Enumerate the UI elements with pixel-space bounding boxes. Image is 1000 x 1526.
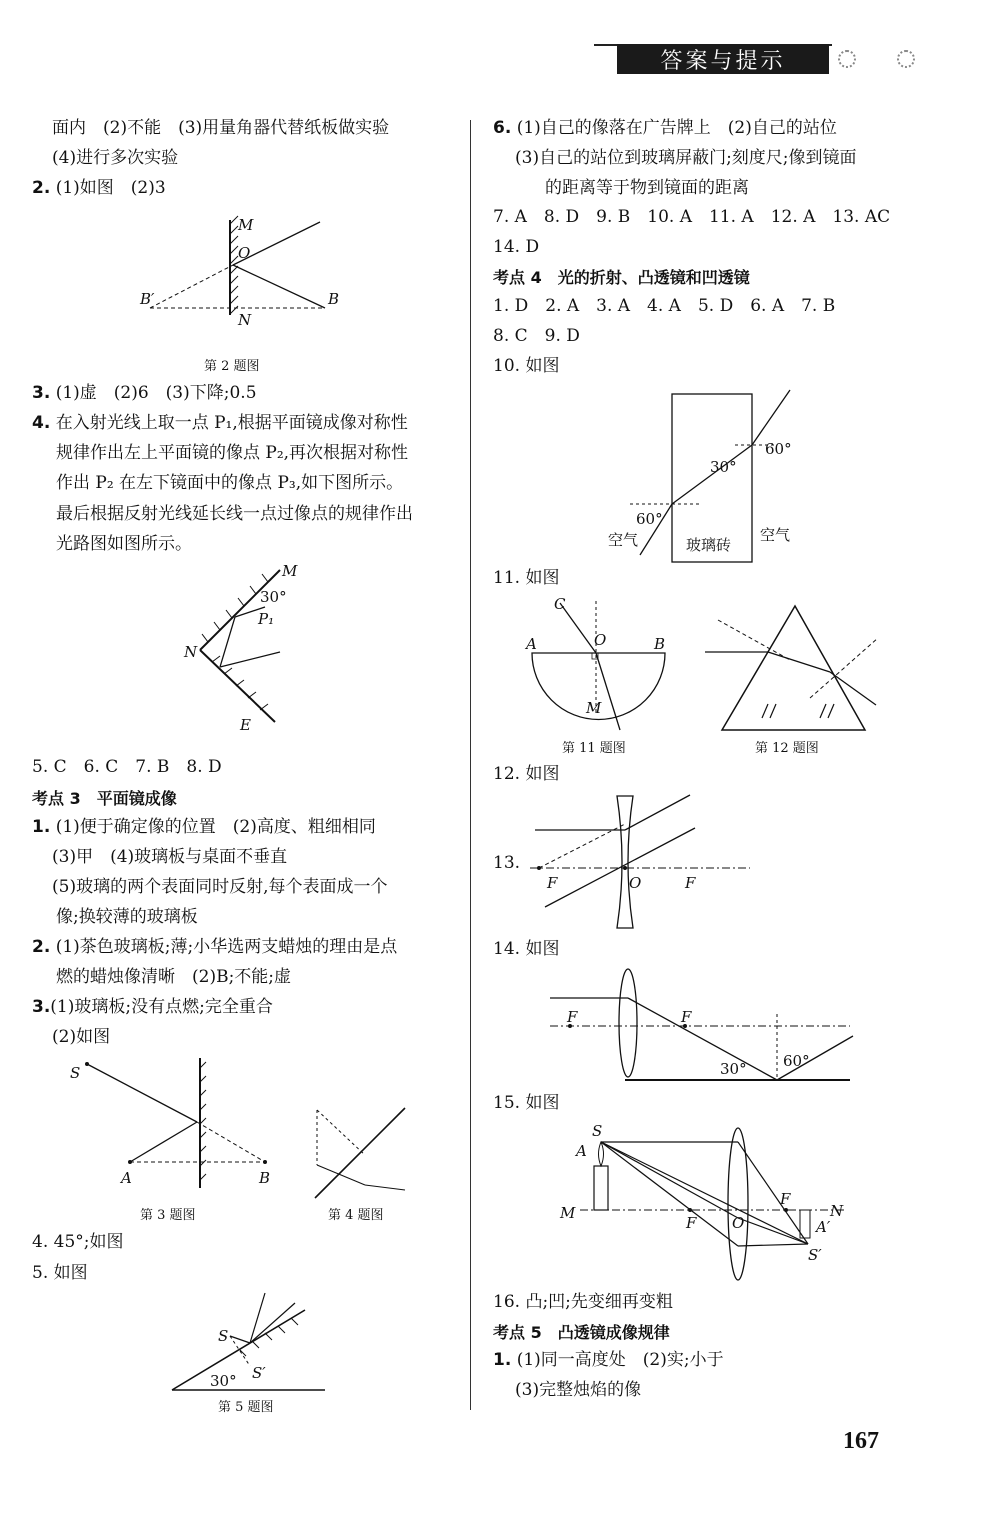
svg-text:E: E xyxy=(240,716,251,734)
figure-5-diagram xyxy=(170,1288,330,1393)
question-number: 3. xyxy=(32,383,51,403)
decorative-dot-icon xyxy=(897,50,915,68)
answer-line: 面内 (2)不能 (3)用量角器代替纸板做实验 xyxy=(52,118,390,138)
svg-text:S′: S′ xyxy=(252,1364,266,1382)
answer-line: 10. 如图 xyxy=(493,356,560,376)
answer-q6 xyxy=(493,116,837,140)
answer-line: 作出 P₂ 在左下镜面中的像点 P₃,如下图所示。 xyxy=(56,473,404,493)
answer-line: 8. C 9. D xyxy=(493,326,580,346)
figure-2-diagram xyxy=(130,210,360,330)
svg-text:S′: S′ xyxy=(808,1246,822,1264)
angle-label: 30° xyxy=(710,458,737,476)
question-number: 1. xyxy=(493,1350,512,1370)
question-number: 3. xyxy=(32,997,51,1017)
answer-line: 12. 如图 xyxy=(493,764,560,784)
answer-line: (3)甲 (4)玻璃板与桌面不垂直 xyxy=(52,847,288,867)
answer-text: (1)虚 (2)6 (3)下降;0.5 xyxy=(55,383,257,403)
svg-text:O: O xyxy=(732,1214,745,1232)
answer-line: (4)进行多次实验 xyxy=(52,148,179,168)
angle-label: 30° xyxy=(720,1060,747,1078)
answer-line: 14. 如图 xyxy=(493,939,560,959)
svg-text:N: N xyxy=(184,643,198,661)
answer-text: (1)如图 (2)3 xyxy=(55,178,166,198)
answer-line: (2)如图 xyxy=(52,1027,111,1047)
answer-line: 光路图如图所示。 xyxy=(56,534,192,554)
svg-text:30°: 30° xyxy=(210,1372,237,1390)
figure-12-diagram xyxy=(700,600,885,735)
column-divider xyxy=(470,120,471,1410)
figure-caption: 第 11 题图 xyxy=(562,741,626,756)
answer-q3 xyxy=(32,381,257,405)
answer-s3q1 xyxy=(32,815,376,839)
page-number: 167 xyxy=(843,1428,879,1454)
answer-line: 的距离等于物到镜面的距离 xyxy=(545,178,749,198)
medium-label: 空气 xyxy=(608,531,639,549)
figure-q4-diagram xyxy=(180,562,310,732)
svg-text:M: M xyxy=(560,1204,576,1222)
answer-s5q1 xyxy=(493,1348,724,1372)
answer-line: 15. 如图 xyxy=(493,1093,560,1113)
svg-text:S: S xyxy=(70,1064,81,1082)
svg-text:B: B xyxy=(654,635,666,653)
answer-line: (5)玻璃的两个表面同时反射,每个表面成一个 xyxy=(52,877,388,897)
answer-text: 在入射光线上取一点 P₁,根据平面镜成像对称性 xyxy=(55,413,408,433)
answer-line: 13. xyxy=(493,853,521,873)
figure-10-diagram xyxy=(600,390,820,565)
figure-15-diagram xyxy=(560,1122,850,1272)
answer-line: 16. 凸;凹;先变细再变粗 xyxy=(493,1292,673,1312)
answer-s3q4: 4. 45°;如图 xyxy=(32,1232,124,1252)
svg-text:F: F xyxy=(681,1008,692,1026)
question-number: 6. xyxy=(493,118,512,138)
answer-q14: 14. D xyxy=(493,237,540,257)
svg-text:A: A xyxy=(121,1169,132,1187)
question-number: 4. xyxy=(32,413,51,433)
answer-line: 1. D 2. A 3. A 4. A 5. D 6. A 7. B xyxy=(493,296,836,316)
answer-text: (1)同一高度处 (2)实;小于 xyxy=(516,1350,724,1370)
svg-text:30°: 30° xyxy=(260,588,287,606)
section-heading: 考点 4 光的折射、凸透镜和凹透镜 xyxy=(493,268,750,287)
question-number: 2. xyxy=(32,178,51,198)
svg-text:A′: A′ xyxy=(816,1218,831,1236)
answer-line: 燃的蜡烛像清晰 (2)B;不能;虚 xyxy=(56,967,292,987)
answer-s3q3 xyxy=(32,995,273,1019)
svg-text:F: F xyxy=(547,874,558,892)
question-number: 1. xyxy=(32,817,51,837)
svg-text:O: O xyxy=(594,631,607,649)
figure-caption: 第 12 题图 xyxy=(755,741,819,756)
answer-s3q2 xyxy=(32,935,397,959)
answer-line: 11. 如图 xyxy=(493,568,560,588)
page-header-title: 答案与提示 xyxy=(617,44,829,74)
figure-13-diagram xyxy=(525,792,755,932)
svg-text:F: F xyxy=(780,1190,791,1208)
figure-caption: 第 3 题图 xyxy=(140,1208,196,1223)
answer-s3q5: 5. 如图 xyxy=(32,1263,88,1283)
angle-label: 60° xyxy=(765,440,792,458)
figure-3-diagram xyxy=(65,1058,285,1188)
answer-line: (3)自己的站位到玻璃屏蔽门;刻度尺;像到镜面 xyxy=(515,148,857,168)
svg-text:O: O xyxy=(238,244,251,262)
svg-text:O: O xyxy=(629,874,642,892)
answer-q5-8: 5. C 6. C 7. B 8. D xyxy=(32,757,222,777)
figure-11-diagram xyxy=(520,595,680,730)
answer-line: 最后根据反射光线延长线一点过像点的规律作出 xyxy=(56,504,413,524)
angle-label: 60° xyxy=(783,1052,810,1070)
svg-text:A: A xyxy=(526,635,537,653)
answer-text: (1)茶色玻璃板;薄;小华选两支蜡烛的理由是点 xyxy=(55,937,398,957)
medium-label: 玻璃砖 xyxy=(686,536,732,554)
svg-text:N: N xyxy=(238,311,252,329)
svg-text:B: B xyxy=(328,290,340,308)
svg-text:B: B xyxy=(259,1169,271,1187)
answer-line: 像;换较薄的玻璃板 xyxy=(56,907,198,927)
svg-text:S: S xyxy=(218,1327,229,1345)
svg-text:M: M xyxy=(282,562,298,580)
figure-4-diagram xyxy=(305,1100,415,1200)
answer-text: (1)玻璃板;没有点燃;完全重合 xyxy=(50,997,273,1017)
svg-text:M: M xyxy=(238,216,254,234)
svg-text:S: S xyxy=(592,1122,603,1140)
medium-label: 空气 xyxy=(760,526,791,544)
answer-line: 规律作出左上平面镜的像点 P₂,再次根据对称性 xyxy=(56,443,409,463)
svg-text:F: F xyxy=(685,874,696,892)
answer-text: (1)自己的像落在广告牌上 (2)自己的站位 xyxy=(516,118,837,138)
figure-caption: 第 4 题图 xyxy=(328,1208,384,1223)
section-heading: 考点 5 凸透镜成像规律 xyxy=(493,1323,670,1342)
section-heading: 考点 3 平面镜成像 xyxy=(32,789,177,808)
svg-text:F: F xyxy=(686,1214,697,1232)
angle-label: 60° xyxy=(636,510,663,528)
answer-q2 xyxy=(32,176,166,200)
answer-text: (1)便于确定像的位置 (2)高度、粗细相同 xyxy=(55,817,376,837)
answer-line: (3)完整烛焰的像 xyxy=(515,1380,642,1400)
svg-text:N: N xyxy=(830,1202,844,1220)
figure-caption: 第 2 题图 xyxy=(204,359,260,374)
svg-text:C: C xyxy=(554,595,566,613)
answer-q4 xyxy=(32,411,408,435)
question-number: 2. xyxy=(32,937,51,957)
decorative-dot-icon xyxy=(838,50,856,68)
figure-caption: 第 5 题图 xyxy=(218,1400,274,1415)
svg-text:P₁: P₁ xyxy=(258,610,275,628)
svg-text:F: F xyxy=(567,1008,578,1026)
figure-14-diagram xyxy=(545,968,855,1088)
answer-q7-13: 7. A 8. D 9. B 10. A 11. A 12. A 13. AC xyxy=(493,207,891,227)
svg-text:M: M xyxy=(586,699,602,717)
svg-text:B′: B′ xyxy=(140,290,155,308)
svg-text:A: A xyxy=(576,1142,587,1160)
